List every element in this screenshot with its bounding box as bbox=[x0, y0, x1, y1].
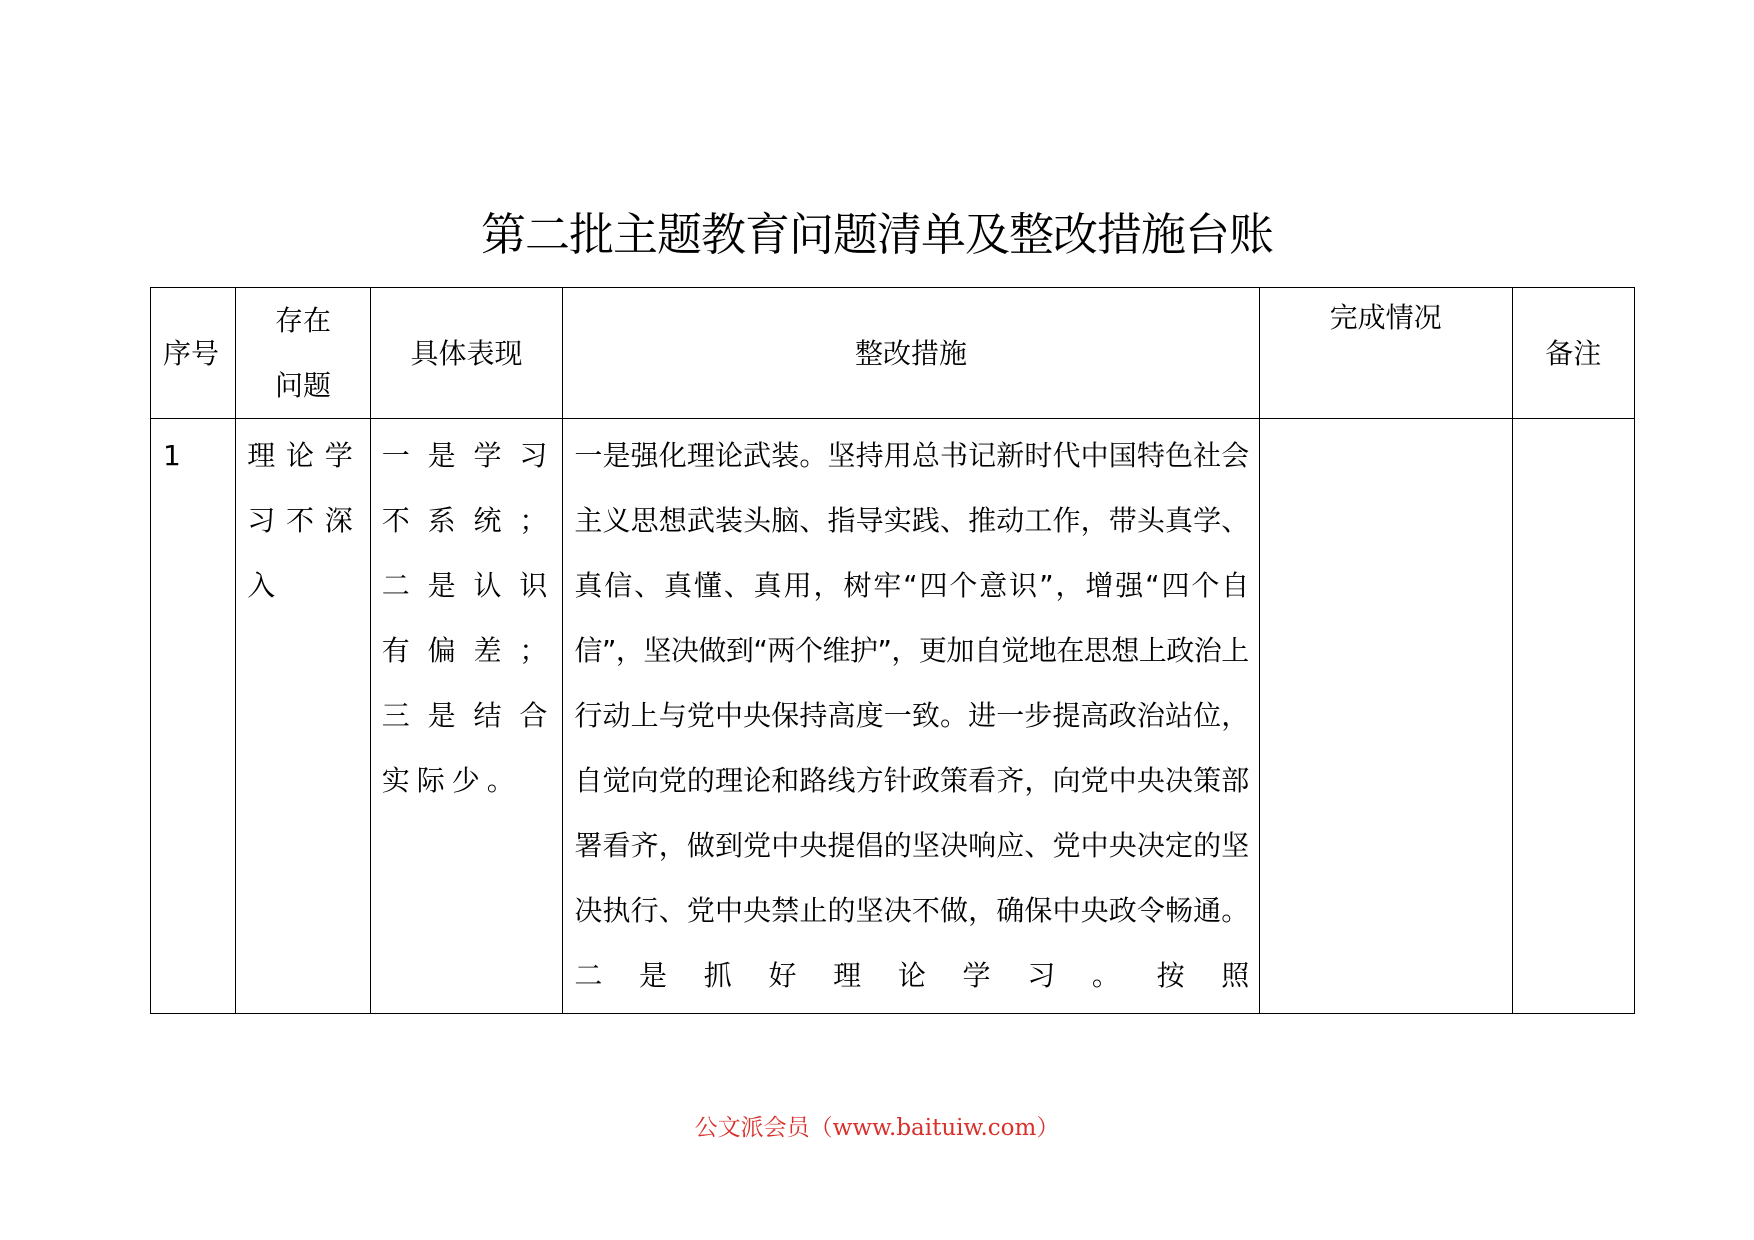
row-status bbox=[1259, 419, 1512, 1014]
header-remarks: 备注 bbox=[1512, 288, 1634, 419]
rectification-ledger-table bbox=[150, 287, 1635, 1014]
header-measures: 整改措施 bbox=[563, 288, 1259, 419]
header-status bbox=[1259, 288, 1512, 419]
row-issue: 理论学习不深入 bbox=[236, 419, 370, 1014]
row-measures bbox=[563, 419, 1259, 1014]
table-row bbox=[151, 419, 1635, 1014]
header-issue bbox=[236, 288, 370, 419]
header-detail: 具体表现 bbox=[370, 288, 563, 419]
header-status-label: 完成情况 bbox=[1329, 301, 1442, 334]
row-seq: 1 bbox=[151, 419, 236, 1014]
footer-watermark: 公文派会员（www.baituiw.com） bbox=[694, 1115, 1060, 1141]
row-remarks bbox=[1512, 419, 1634, 1014]
table-header-row bbox=[151, 288, 1635, 419]
page-title: 第二批主题教育问题清单及整改措施台账 bbox=[480, 208, 1273, 261]
row-detail: 一是学习不系统；二是认识有偏差；三是结合实际少。 bbox=[370, 419, 563, 1014]
header-issue-line2: 问题 bbox=[274, 369, 331, 402]
header-seq: 序号 bbox=[151, 288, 236, 419]
row-measures-text: 一是强化理论武装。坚持用总书记新时代中国特色社会主义思想武装头脑、指导实践、推动工作，带头真学、真信、真懂、真用，树牢“四个意识”，增强“四个自信”，坚决做到“两个维护”，更加自觉地在思想上政治上行动上与党中央保持高度一致。进一步提高政治站位，自觉向党的理论和路线方针政策看齐，向党中央决策部署看齐，做到党中央提倡的坚决响应、党中央决定的坚决执行、党中央禁止的坚决不做，确保中央政令畅通。二是抓好理论学习。按照 bbox=[574, 439, 1249, 992]
header-issue-line1: 存在 bbox=[274, 304, 331, 337]
